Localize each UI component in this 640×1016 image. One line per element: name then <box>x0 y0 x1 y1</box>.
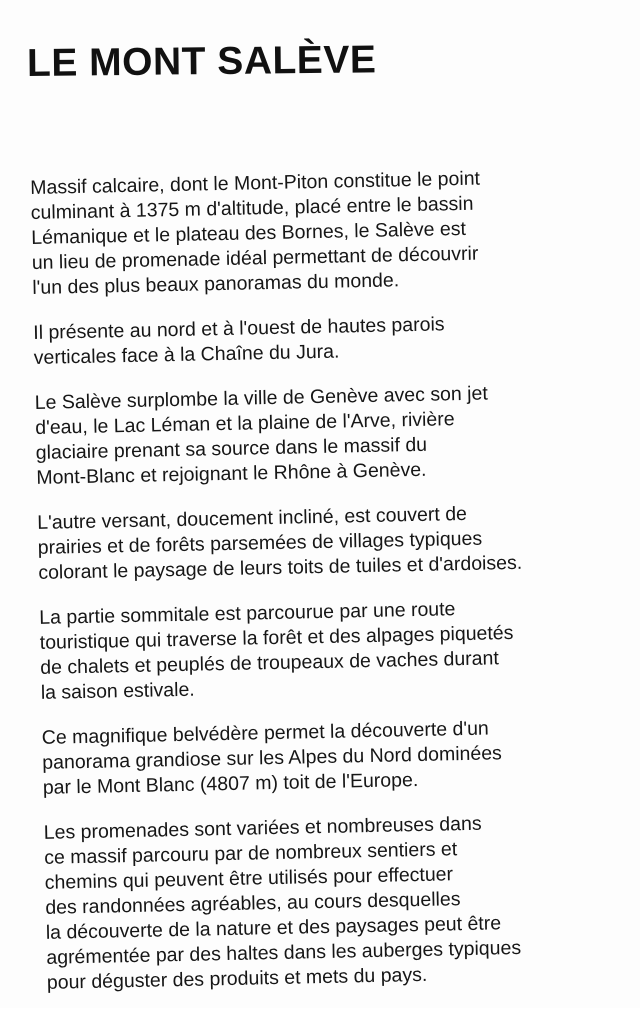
text-line: culminant à 1375 m d'altitude, placé entre le bassin <box>30 192 474 224</box>
text-line: Lémanique et le plateau des Bornes, le Salève est <box>31 217 467 249</box>
text-line: Massif calcaire, dont le Mont-Piton constitue le point <box>30 167 481 199</box>
text-line: de chalets et peuplés de troupeaux de vaches durant <box>40 647 500 679</box>
text-line: Mont-Blanc et rejoignant le Rhône à Genève. <box>36 458 427 489</box>
page-title: LE MONT SALÈVE <box>26 38 377 85</box>
paragraph <box>42 714 603 801</box>
text-line: des randonnées agréables, au cours desquelles <box>45 888 461 919</box>
text-line: l'un des plus beaux panoramas du monde. <box>32 269 400 299</box>
paragraph <box>39 594 601 706</box>
text-line: pour déguster des produits et mets du pays. <box>46 963 428 994</box>
paragraph <box>44 809 608 996</box>
text-line: ce massif parcouru par de nombreux sentiers et <box>44 838 458 869</box>
body-text <box>30 164 607 1016</box>
text-line: d'eau, le Lac Léman et la plaine de l'Arve, rivière <box>35 408 455 439</box>
text-line: Le Salève surplombe la ville de Genève avec son jet <box>34 382 488 414</box>
text-line: chemins qui peuvent être utilisés pour effectuer <box>44 863 454 894</box>
text-line: Il présente au nord et à l'ouest de hautes parois <box>33 313 445 344</box>
text-line: La partie sommitale est parcourue par une route <box>39 598 456 629</box>
text-line: glaciaire prenant sa source dans le massif du <box>35 433 428 464</box>
paragraph <box>30 164 592 301</box>
paragraph <box>33 309 594 371</box>
text-line: L'autre versant, doucement incliné, est couvert de <box>37 502 468 534</box>
text-line: touristique qui traverse la forêt et des alpages piquetés <box>39 621 514 654</box>
text-line: prairies et de forêts parsemées de villages typiques <box>37 527 483 559</box>
text-line: la découverte de la nature et des paysages peut être <box>45 912 502 944</box>
paragraph <box>35 379 597 491</box>
paragraph <box>37 499 598 586</box>
text-line: Les promenades sont variées et nombreuses dans <box>43 812 482 844</box>
text-line: par le Mont Blanc (4807 m) toit de l'Europe. <box>42 769 419 799</box>
text-line: la saison estivale. <box>40 678 195 704</box>
text-line: Ce magnifique belvédère permet la découverte d'un <box>41 717 489 749</box>
text-line: verticales face à la Chaîne du Jura. <box>33 340 340 369</box>
text-line: agrémentée par des haltes dans les auberges typiques <box>46 936 522 969</box>
text-line: un lieu de promenade idéal permettant de découvrir <box>31 242 479 274</box>
text-line: colorant le paysage de leurs toits de tuiles et d'ardoises. <box>38 551 523 584</box>
text-line: panorama grandiose sur les Alpes du Nord dominées <box>42 742 503 774</box>
